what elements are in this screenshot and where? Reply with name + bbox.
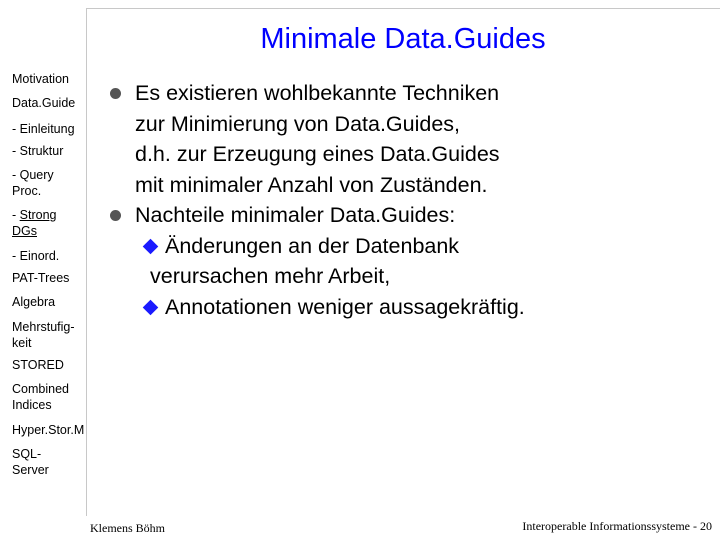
- sidebar-item-query-proc[interactable]: - Query Proc.: [12, 168, 54, 198]
- footer-course-page: Interoperable Informationssysteme - 20: [522, 519, 712, 533]
- bullet-item: [110, 200, 525, 231]
- bullet-text-line: zur Minimierung von Data.Guides,: [135, 111, 461, 136]
- diamond-bullet-icon: [143, 299, 159, 315]
- sub-bullet-text: Annotationen weniger aussagekräftig.: [165, 294, 525, 319]
- bullet-dot-icon: [110, 88, 121, 99]
- diamond-bullet-icon: [143, 238, 159, 254]
- sidebar-item-hyperstorm[interactable]: Hyper.Stor.M: [12, 423, 85, 437]
- bullet-text-line: Nachteile minimaler Data.Guides:: [135, 203, 456, 227]
- bullet-dot-icon: [110, 210, 121, 221]
- sidebar-item-algebra[interactable]: Algebra: [12, 295, 56, 309]
- sub-bullet-item: [110, 292, 525, 323]
- sidebar-item-motivation[interactable]: Motivation: [12, 72, 69, 86]
- sidebar-item-stored[interactable]: STORED: [12, 358, 64, 372]
- slide-content: [110, 78, 525, 322]
- sidebar-item-mehrstufigkeit[interactable]: Mehrstufig- keit: [12, 320, 75, 350]
- sidebar-item-dataguide[interactable]: Data.Guide: [12, 96, 76, 110]
- sub-bullet-text: verursachen mehr Arbeit,: [150, 264, 391, 288]
- slide-title: Minimale Data.Guides: [260, 23, 546, 55]
- sidebar-item-strong-dgs[interactable]: - Strong DGs: [12, 208, 57, 238]
- sub-bullet-item: [110, 231, 525, 262]
- bullet-text-line: Es existieren wohlbekannte Techniken: [135, 81, 500, 105]
- slide-frame-top-border: [86, 8, 720, 9]
- bullet-text-line: d.h. zur Erzeugung eines Data.Guides: [135, 142, 500, 166]
- sidebar-item-einleitung[interactable]: - Einleitung: [12, 122, 75, 136]
- bullet-text-line: mit minimaler Anzahl von Zuständen.: [135, 172, 488, 197]
- footer-author: Klemens Böhm: [90, 521, 165, 535]
- slide-frame-left-border: [86, 8, 87, 516]
- sub-bullet-continuation: [110, 261, 525, 292]
- sidebar-item-einord[interactable]: - Einord.: [12, 249, 60, 263]
- sidebar-item-struktur[interactable]: - Struktur: [12, 144, 64, 158]
- sidebar-item-pat-trees[interactable]: PAT-Trees: [12, 271, 70, 285]
- sidebar-item-sql-server[interactable]: SQL- Server: [12, 447, 49, 477]
- sidebar-item-combined-indices[interactable]: Combined Indices: [12, 382, 69, 412]
- sub-bullet-text: Änderungen an der Datenbank: [165, 233, 460, 258]
- bullet-item: [110, 78, 525, 200]
